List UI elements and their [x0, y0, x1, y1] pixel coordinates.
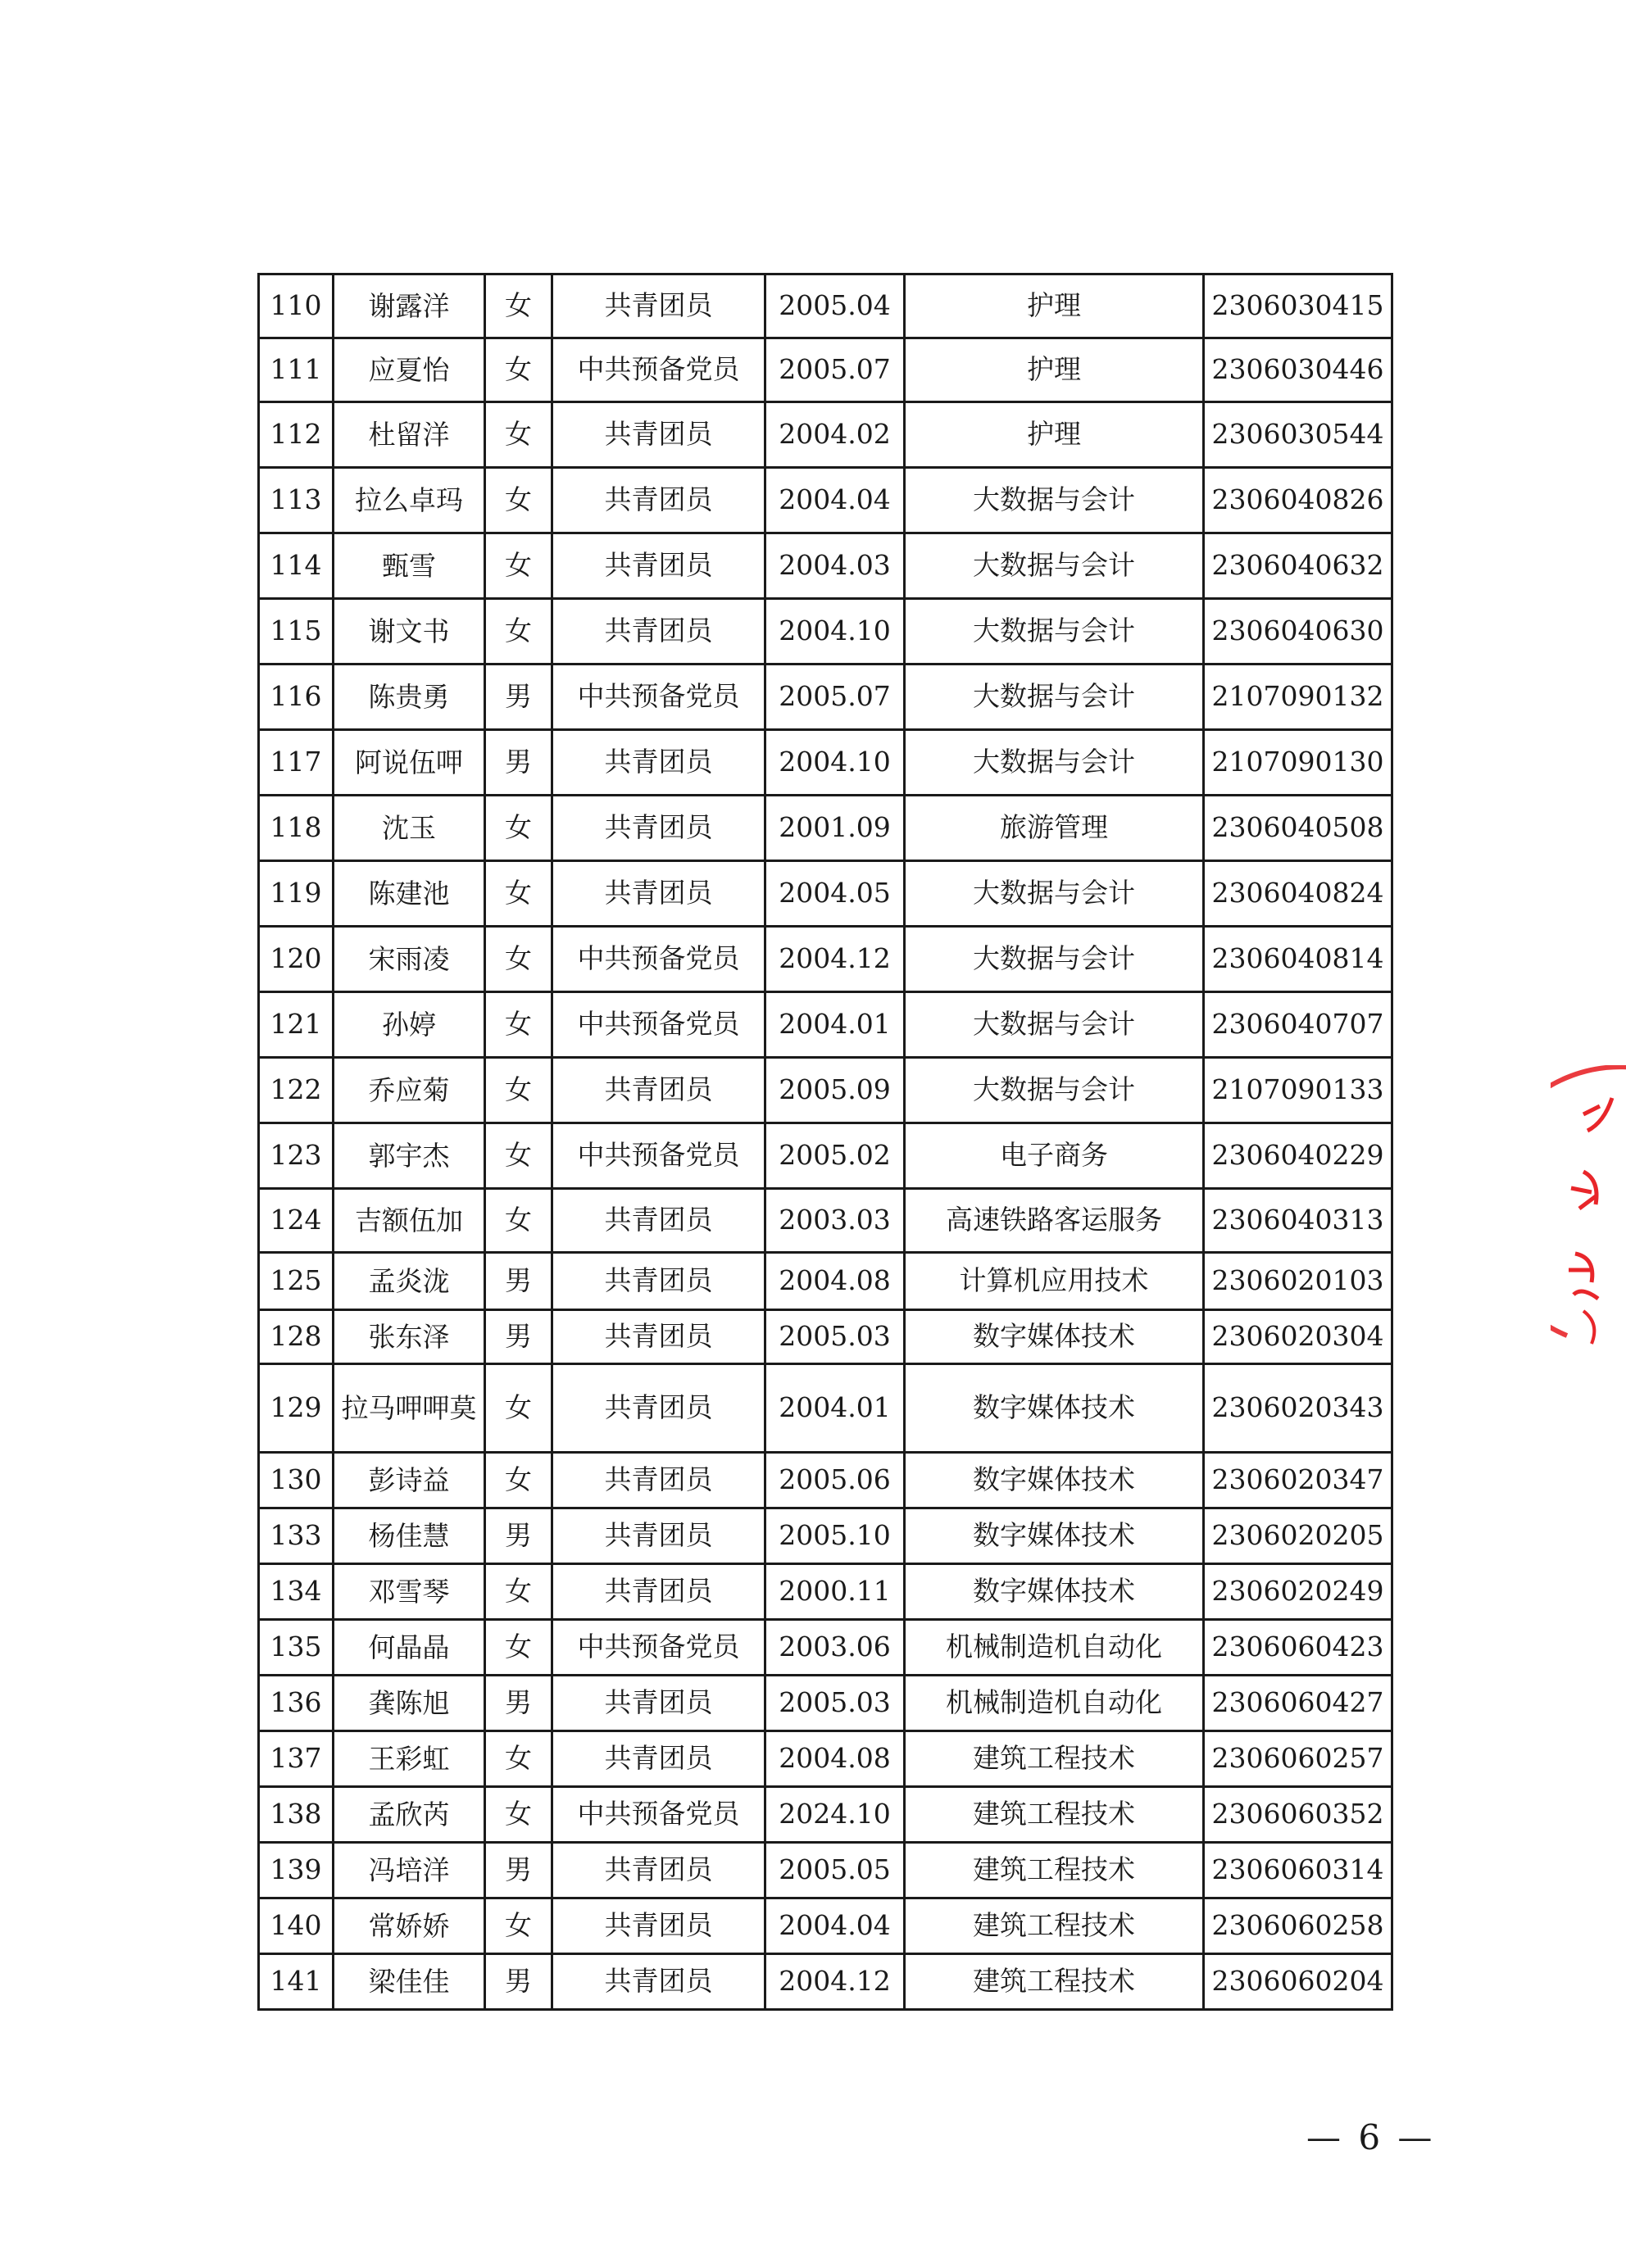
row-number-cell: 130 — [259, 1453, 334, 1508]
major-cell: 建筑工程技术 — [905, 1843, 1204, 1898]
student-name-cell: 拉马呷呷莫 — [334, 1364, 485, 1453]
table-row — [259, 1253, 1392, 1310]
student-name-cell: 乔应菊 — [334, 1058, 485, 1123]
political-status-cell: 共青团员 — [552, 1364, 765, 1453]
table-row — [259, 796, 1392, 861]
row-number-cell: 124 — [259, 1189, 334, 1253]
row-number-cell: 112 — [259, 402, 334, 468]
gender-cell: 女 — [485, 1364, 552, 1453]
student-id-cell: 2306060258 — [1204, 1898, 1392, 1954]
birth-date-cell: 2004.01 — [765, 992, 905, 1058]
student-id-cell: 2306040229 — [1204, 1123, 1392, 1189]
birth-date-cell: 2005.07 — [765, 338, 905, 402]
student-name-cell: 阿说伍呷 — [334, 730, 485, 796]
student-id-cell: 2306020343 — [1204, 1364, 1392, 1453]
student-name-cell: 孙婷 — [334, 992, 485, 1058]
political-status-cell: 中共预备党员 — [552, 338, 765, 402]
table-row — [259, 927, 1392, 992]
student-id-cell: 2107090130 — [1204, 730, 1392, 796]
table-row — [259, 861, 1392, 927]
birth-date-cell: 2005.07 — [765, 665, 905, 730]
student-name-cell: 冯培洋 — [334, 1843, 485, 1898]
political-status-cell: 共青团员 — [552, 1508, 765, 1564]
student-roster-table — [257, 273, 1393, 2011]
gender-cell: 女 — [485, 927, 552, 992]
major-cell: 高速铁路客运服务 — [905, 1189, 1204, 1253]
table-row — [259, 468, 1392, 533]
row-number-cell: 118 — [259, 796, 334, 861]
political-status-cell: 共青团员 — [552, 1564, 765, 1620]
major-cell: 计算机应用技术 — [905, 1253, 1204, 1310]
birth-date-cell: 2005.04 — [765, 274, 905, 338]
birth-date-cell: 2005.05 — [765, 1843, 905, 1898]
table-row — [259, 1676, 1392, 1731]
student-name-cell: 杜留洋 — [334, 402, 485, 468]
birth-date-cell: 2005.10 — [765, 1508, 905, 1564]
table-row — [259, 992, 1392, 1058]
student-name-cell: 孟炎泷 — [334, 1253, 485, 1310]
student-id-cell: 2306060423 — [1204, 1620, 1392, 1676]
row-number-cell: 141 — [259, 1954, 334, 2010]
student-name-cell: 彭诗益 — [334, 1453, 485, 1508]
gender-cell: 女 — [485, 1123, 552, 1189]
major-cell: 大数据与会计 — [905, 992, 1204, 1058]
gender-cell: 女 — [485, 402, 552, 468]
student-name-cell: 吉额伍加 — [334, 1189, 485, 1253]
student-id-cell: 2306020347 — [1204, 1453, 1392, 1508]
student-name-cell: 应夏怡 — [334, 338, 485, 402]
gender-cell: 女 — [485, 1564, 552, 1620]
birth-date-cell: 2004.08 — [765, 1253, 905, 1310]
gender-cell: 女 — [485, 468, 552, 533]
political-status-cell: 中共预备党员 — [552, 1123, 765, 1189]
political-status-cell: 共青团员 — [552, 1843, 765, 1898]
table-row — [259, 665, 1392, 730]
birth-date-cell: 2004.10 — [765, 599, 905, 665]
political-status-cell: 共青团员 — [552, 1058, 765, 1123]
major-cell: 大数据与会计 — [905, 927, 1204, 992]
gender-cell: 女 — [485, 1731, 552, 1787]
table-row — [259, 533, 1392, 599]
political-status-cell: 共青团员 — [552, 1954, 765, 2010]
major-cell: 数字媒体技术 — [905, 1453, 1204, 1508]
student-id-cell: 2306030415 — [1204, 274, 1392, 338]
political-status-cell: 共青团员 — [552, 402, 765, 468]
gender-cell: 男 — [485, 1508, 552, 1564]
gender-cell: 女 — [485, 1620, 552, 1676]
political-status-cell: 中共预备党员 — [552, 992, 765, 1058]
major-cell: 大数据与会计 — [905, 861, 1204, 927]
student-name-cell: 龚陈旭 — [334, 1676, 485, 1731]
major-cell: 机械制造机自动化 — [905, 1620, 1204, 1676]
row-number-cell: 140 — [259, 1898, 334, 1954]
gender-cell: 女 — [485, 1453, 552, 1508]
row-number-cell: 138 — [259, 1787, 334, 1843]
birth-date-cell: 2003.06 — [765, 1620, 905, 1676]
gender-cell: 男 — [485, 1843, 552, 1898]
roster-body — [259, 274, 1392, 2010]
major-cell: 护理 — [905, 402, 1204, 468]
birth-date-cell: 2005.03 — [765, 1676, 905, 1731]
table-row — [259, 1123, 1392, 1189]
row-number-cell: 110 — [259, 274, 334, 338]
row-number-cell: 113 — [259, 468, 334, 533]
row-number-cell: 137 — [259, 1731, 334, 1787]
row-number-cell: 119 — [259, 861, 334, 927]
gender-cell: 女 — [485, 599, 552, 665]
gender-cell: 女 — [485, 533, 552, 599]
row-number-cell: 117 — [259, 730, 334, 796]
table-row — [259, 1453, 1392, 1508]
major-cell: 护理 — [905, 338, 1204, 402]
political-status-cell: 中共预备党员 — [552, 1620, 765, 1676]
major-cell: 电子商务 — [905, 1123, 1204, 1189]
major-cell: 大数据与会计 — [905, 730, 1204, 796]
birth-date-cell: 2004.12 — [765, 1954, 905, 2010]
birth-date-cell: 2024.10 — [765, 1787, 905, 1843]
student-id-cell: 2306040313 — [1204, 1189, 1392, 1253]
major-cell: 机械制造机自动化 — [905, 1676, 1204, 1731]
table-row — [259, 1620, 1392, 1676]
student-id-cell: 2107090132 — [1204, 665, 1392, 730]
political-status-cell: 共青团员 — [552, 1310, 765, 1364]
major-cell: 建筑工程技术 — [905, 1787, 1204, 1843]
student-name-cell: 张东泽 — [334, 1310, 485, 1364]
student-name-cell: 陈建池 — [334, 861, 485, 927]
row-number-cell: 115 — [259, 599, 334, 665]
major-cell: 大数据与会计 — [905, 533, 1204, 599]
student-id-cell: 2306030446 — [1204, 338, 1392, 402]
gender-cell: 男 — [485, 1954, 552, 2010]
row-number-cell: 133 — [259, 1508, 334, 1564]
major-cell: 建筑工程技术 — [905, 1898, 1204, 1954]
student-id-cell: 2306060427 — [1204, 1676, 1392, 1731]
table-row — [259, 338, 1392, 402]
row-number-cell: 114 — [259, 533, 334, 599]
birth-date-cell: 2001.09 — [765, 796, 905, 861]
row-number-cell: 128 — [259, 1310, 334, 1364]
political-status-cell: 共青团员 — [552, 274, 765, 338]
student-id-cell: 2306040824 — [1204, 861, 1392, 927]
table-row — [259, 274, 1392, 338]
birth-date-cell: 2000.11 — [765, 1564, 905, 1620]
table-row — [259, 1954, 1392, 2010]
student-id-cell: 2306030544 — [1204, 402, 1392, 468]
birth-date-cell: 2004.01 — [765, 1364, 905, 1453]
birth-date-cell: 2005.02 — [765, 1123, 905, 1189]
gender-cell: 男 — [485, 730, 552, 796]
table-row — [259, 1564, 1392, 1620]
major-cell: 数字媒体技术 — [905, 1508, 1204, 1564]
gender-cell: 女 — [485, 1898, 552, 1954]
table-row — [259, 1787, 1392, 1843]
red-seal-stamp — [1551, 1065, 1626, 1377]
major-cell: 数字媒体技术 — [905, 1564, 1204, 1620]
political-status-cell: 共青团员 — [552, 861, 765, 927]
major-cell: 旅游管理 — [905, 796, 1204, 861]
student-name-cell: 常娇娇 — [334, 1898, 485, 1954]
row-number-cell: 125 — [259, 1253, 334, 1310]
student-id-cell: 2306040630 — [1204, 599, 1392, 665]
table-row — [259, 1508, 1392, 1564]
major-cell: 大数据与会计 — [905, 665, 1204, 730]
student-id-cell: 2306040707 — [1204, 992, 1392, 1058]
gender-cell: 女 — [485, 992, 552, 1058]
student-name-cell: 王彩虹 — [334, 1731, 485, 1787]
major-cell: 建筑工程技术 — [905, 1954, 1204, 2010]
political-status-cell: 共青团员 — [552, 796, 765, 861]
political-status-cell: 中共预备党员 — [552, 1787, 765, 1843]
student-name-cell: 沈玉 — [334, 796, 485, 861]
political-status-cell: 共青团员 — [552, 599, 765, 665]
gender-cell: 男 — [485, 1253, 552, 1310]
birth-date-cell: 2005.03 — [765, 1310, 905, 1364]
table-row — [259, 1364, 1392, 1453]
student-id-cell: 2306040826 — [1204, 468, 1392, 533]
student-id-cell: 2306040508 — [1204, 796, 1392, 861]
political-status-cell: 共青团员 — [552, 1898, 765, 1954]
political-status-cell: 共青团员 — [552, 533, 765, 599]
row-number-cell: 134 — [259, 1564, 334, 1620]
birth-date-cell: 2004.12 — [765, 927, 905, 992]
birth-date-cell: 2003.03 — [765, 1189, 905, 1253]
student-name-cell: 孟欣芮 — [334, 1787, 485, 1843]
political-status-cell: 共青团员 — [552, 1189, 765, 1253]
major-cell: 护理 — [905, 274, 1204, 338]
student-name-cell: 谢文书 — [334, 599, 485, 665]
major-cell: 大数据与会计 — [905, 599, 1204, 665]
table-row — [259, 1731, 1392, 1787]
political-status-cell: 共青团员 — [552, 730, 765, 796]
student-id-cell: 2306040632 — [1204, 533, 1392, 599]
student-id-cell: 2107090133 — [1204, 1058, 1392, 1123]
gender-cell: 男 — [485, 1676, 552, 1731]
birth-date-cell: 2005.06 — [765, 1453, 905, 1508]
political-status-cell: 共青团员 — [552, 1253, 765, 1310]
gender-cell: 女 — [485, 1189, 552, 1253]
row-number-cell: 111 — [259, 338, 334, 402]
row-number-cell: 139 — [259, 1843, 334, 1898]
birth-date-cell: 2004.10 — [765, 730, 905, 796]
birth-date-cell: 2005.09 — [765, 1058, 905, 1123]
student-id-cell: 2306060257 — [1204, 1731, 1392, 1787]
major-cell: 大数据与会计 — [905, 468, 1204, 533]
row-number-cell: 136 — [259, 1676, 334, 1731]
table-row — [259, 402, 1392, 468]
political-status-cell: 共青团员 — [552, 468, 765, 533]
row-number-cell: 116 — [259, 665, 334, 730]
political-status-cell: 共青团员 — [552, 1676, 765, 1731]
birth-date-cell: 2004.05 — [765, 861, 905, 927]
birth-date-cell: 2004.04 — [765, 468, 905, 533]
table-row — [259, 599, 1392, 665]
row-number-cell: 129 — [259, 1364, 334, 1453]
row-number-cell: 121 — [259, 992, 334, 1058]
student-id-cell: 2306060204 — [1204, 1954, 1392, 2010]
row-number-cell: 135 — [259, 1620, 334, 1676]
table-row — [259, 1310, 1392, 1364]
row-number-cell: 123 — [259, 1123, 334, 1189]
student-name-cell: 谢露洋 — [334, 274, 485, 338]
page-number: — 6 — — [1306, 2117, 1436, 2157]
student-id-cell: 2306020205 — [1204, 1508, 1392, 1564]
student-name-cell: 梁佳佳 — [334, 1954, 485, 2010]
gender-cell: 女 — [485, 1787, 552, 1843]
student-name-cell: 郭宇杰 — [334, 1123, 485, 1189]
major-cell: 建筑工程技术 — [905, 1731, 1204, 1787]
major-cell: 大数据与会计 — [905, 1058, 1204, 1123]
table-row — [259, 730, 1392, 796]
student-name-cell: 宋雨凌 — [334, 927, 485, 992]
major-cell: 数字媒体技术 — [905, 1310, 1204, 1364]
political-status-cell: 共青团员 — [552, 1731, 765, 1787]
student-name-cell: 何晶晶 — [334, 1620, 485, 1676]
student-id-cell: 2306040814 — [1204, 927, 1392, 992]
student-name-cell: 甄雪 — [334, 533, 485, 599]
gender-cell: 男 — [485, 1310, 552, 1364]
table-row — [259, 1843, 1392, 1898]
student-id-cell: 2306060314 — [1204, 1843, 1392, 1898]
table-row — [259, 1189, 1392, 1253]
political-status-cell: 中共预备党员 — [552, 665, 765, 730]
gender-cell: 女 — [485, 1058, 552, 1123]
gender-cell: 女 — [485, 796, 552, 861]
major-cell: 数字媒体技术 — [905, 1364, 1204, 1453]
gender-cell: 女 — [485, 274, 552, 338]
table-row — [259, 1898, 1392, 1954]
political-status-cell: 共青团员 — [552, 1453, 765, 1508]
political-status-cell: 中共预备党员 — [552, 927, 765, 992]
student-id-cell: 2306060352 — [1204, 1787, 1392, 1843]
gender-cell: 女 — [485, 338, 552, 402]
student-name-cell: 杨佳慧 — [334, 1508, 485, 1564]
student-id-cell: 2306020304 — [1204, 1310, 1392, 1364]
table-row — [259, 1058, 1392, 1123]
birth-date-cell: 2004.08 — [765, 1731, 905, 1787]
row-number-cell: 122 — [259, 1058, 334, 1123]
birth-date-cell: 2004.03 — [765, 533, 905, 599]
gender-cell: 女 — [485, 861, 552, 927]
birth-date-cell: 2004.02 — [765, 402, 905, 468]
gender-cell: 男 — [485, 665, 552, 730]
birth-date-cell: 2004.04 — [765, 1898, 905, 1954]
student-name-cell: 邓雪琴 — [334, 1564, 485, 1620]
student-name-cell: 拉么卓玛 — [334, 468, 485, 533]
student-id-cell: 2306020249 — [1204, 1564, 1392, 1620]
row-number-cell: 120 — [259, 927, 334, 992]
student-name-cell: 陈贵勇 — [334, 665, 485, 730]
student-id-cell: 2306020103 — [1204, 1253, 1392, 1310]
